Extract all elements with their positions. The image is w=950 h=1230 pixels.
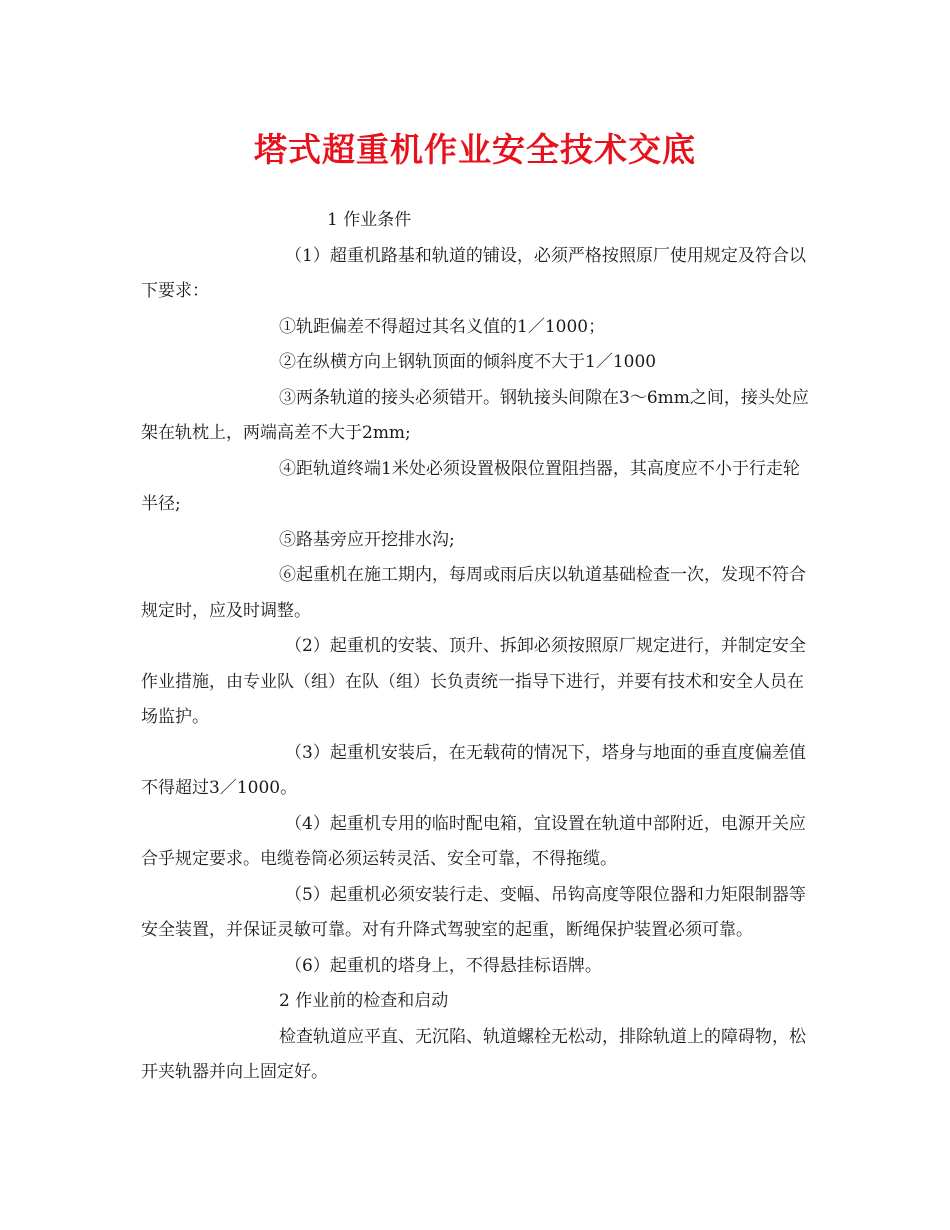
list-item-6: ⑥起重机在施工期内，每周或雨后庆以轨道基础检查一次，发现不符合规定时，应及时调整。 [141, 565, 806, 621]
paragraph-2: （2）起重机的安装、顶升、拆卸必须按照原厂规定进行，并制定安全作业措施，由专业队（组）在队（组）长负责统一指导下进行，并要有技术和安全人员在场监护。 [141, 636, 806, 727]
paragraph-3: （3）起重机安装后，在无载荷的情况下，塔身与地面的垂直度偏差值不得超过3／1000。 [141, 742, 806, 798]
list-item-5: ⑤路基旁应开挖排水沟; [279, 529, 455, 550]
paragraph-6: （6）起重机的塔身上，不得悬挂标语牌。 [285, 955, 602, 976]
paragraph-1: （1）超重机路基和轨道的铺设，必须严格按照原厂使用规定及符合以下要求： [141, 245, 806, 301]
paragraph-4: （4）起重机专用的临时配电箱，宜设置在轨道中部附近，电源开关应合乎规定要求。电缆卷筒必须运转灵活、安全可靠，不得拖缆。 [141, 813, 806, 869]
section-heading-2: 2 作业前的检查和启动 [279, 991, 449, 1011]
document-title: 塔式超重机作业安全技术交底 [254, 130, 696, 169]
paragraph-7: 检查轨道应平直、无沉陷、轨道螺栓无松动，排除轨道上的障碍物，松开夹轨器并向上固定好。 [141, 1026, 806, 1082]
list-item-4: ④距轨道终端1米处必须设置极限位置阻挡器，其高度应不小于行走轮半径; [141, 458, 800, 514]
list-item-3: ③两条轨道的接头必须错开。钢轨接头间隙在3～6mm之间，接头处应架在轨枕上，两端高差不大于2mm; [141, 387, 809, 443]
list-item-1: ①轨距偏差不得超过其名义值的1／1000； [279, 316, 606, 337]
list-item-2: ②在纵横方向上钢轨顶面的倾斜度不大于1／1000 [279, 352, 657, 372]
paragraph-5: （5）起重机必须安装行走、变幅、吊钩高度等限位器和力矩限制器等安全装置，并保证灵敏可靠。对有升降式驾驶室的起重，断绳保护装置必须可靠。 [141, 884, 806, 940]
section-heading-1: 1 作业条件 [327, 210, 412, 230]
document-body [141, 203, 813, 1091]
